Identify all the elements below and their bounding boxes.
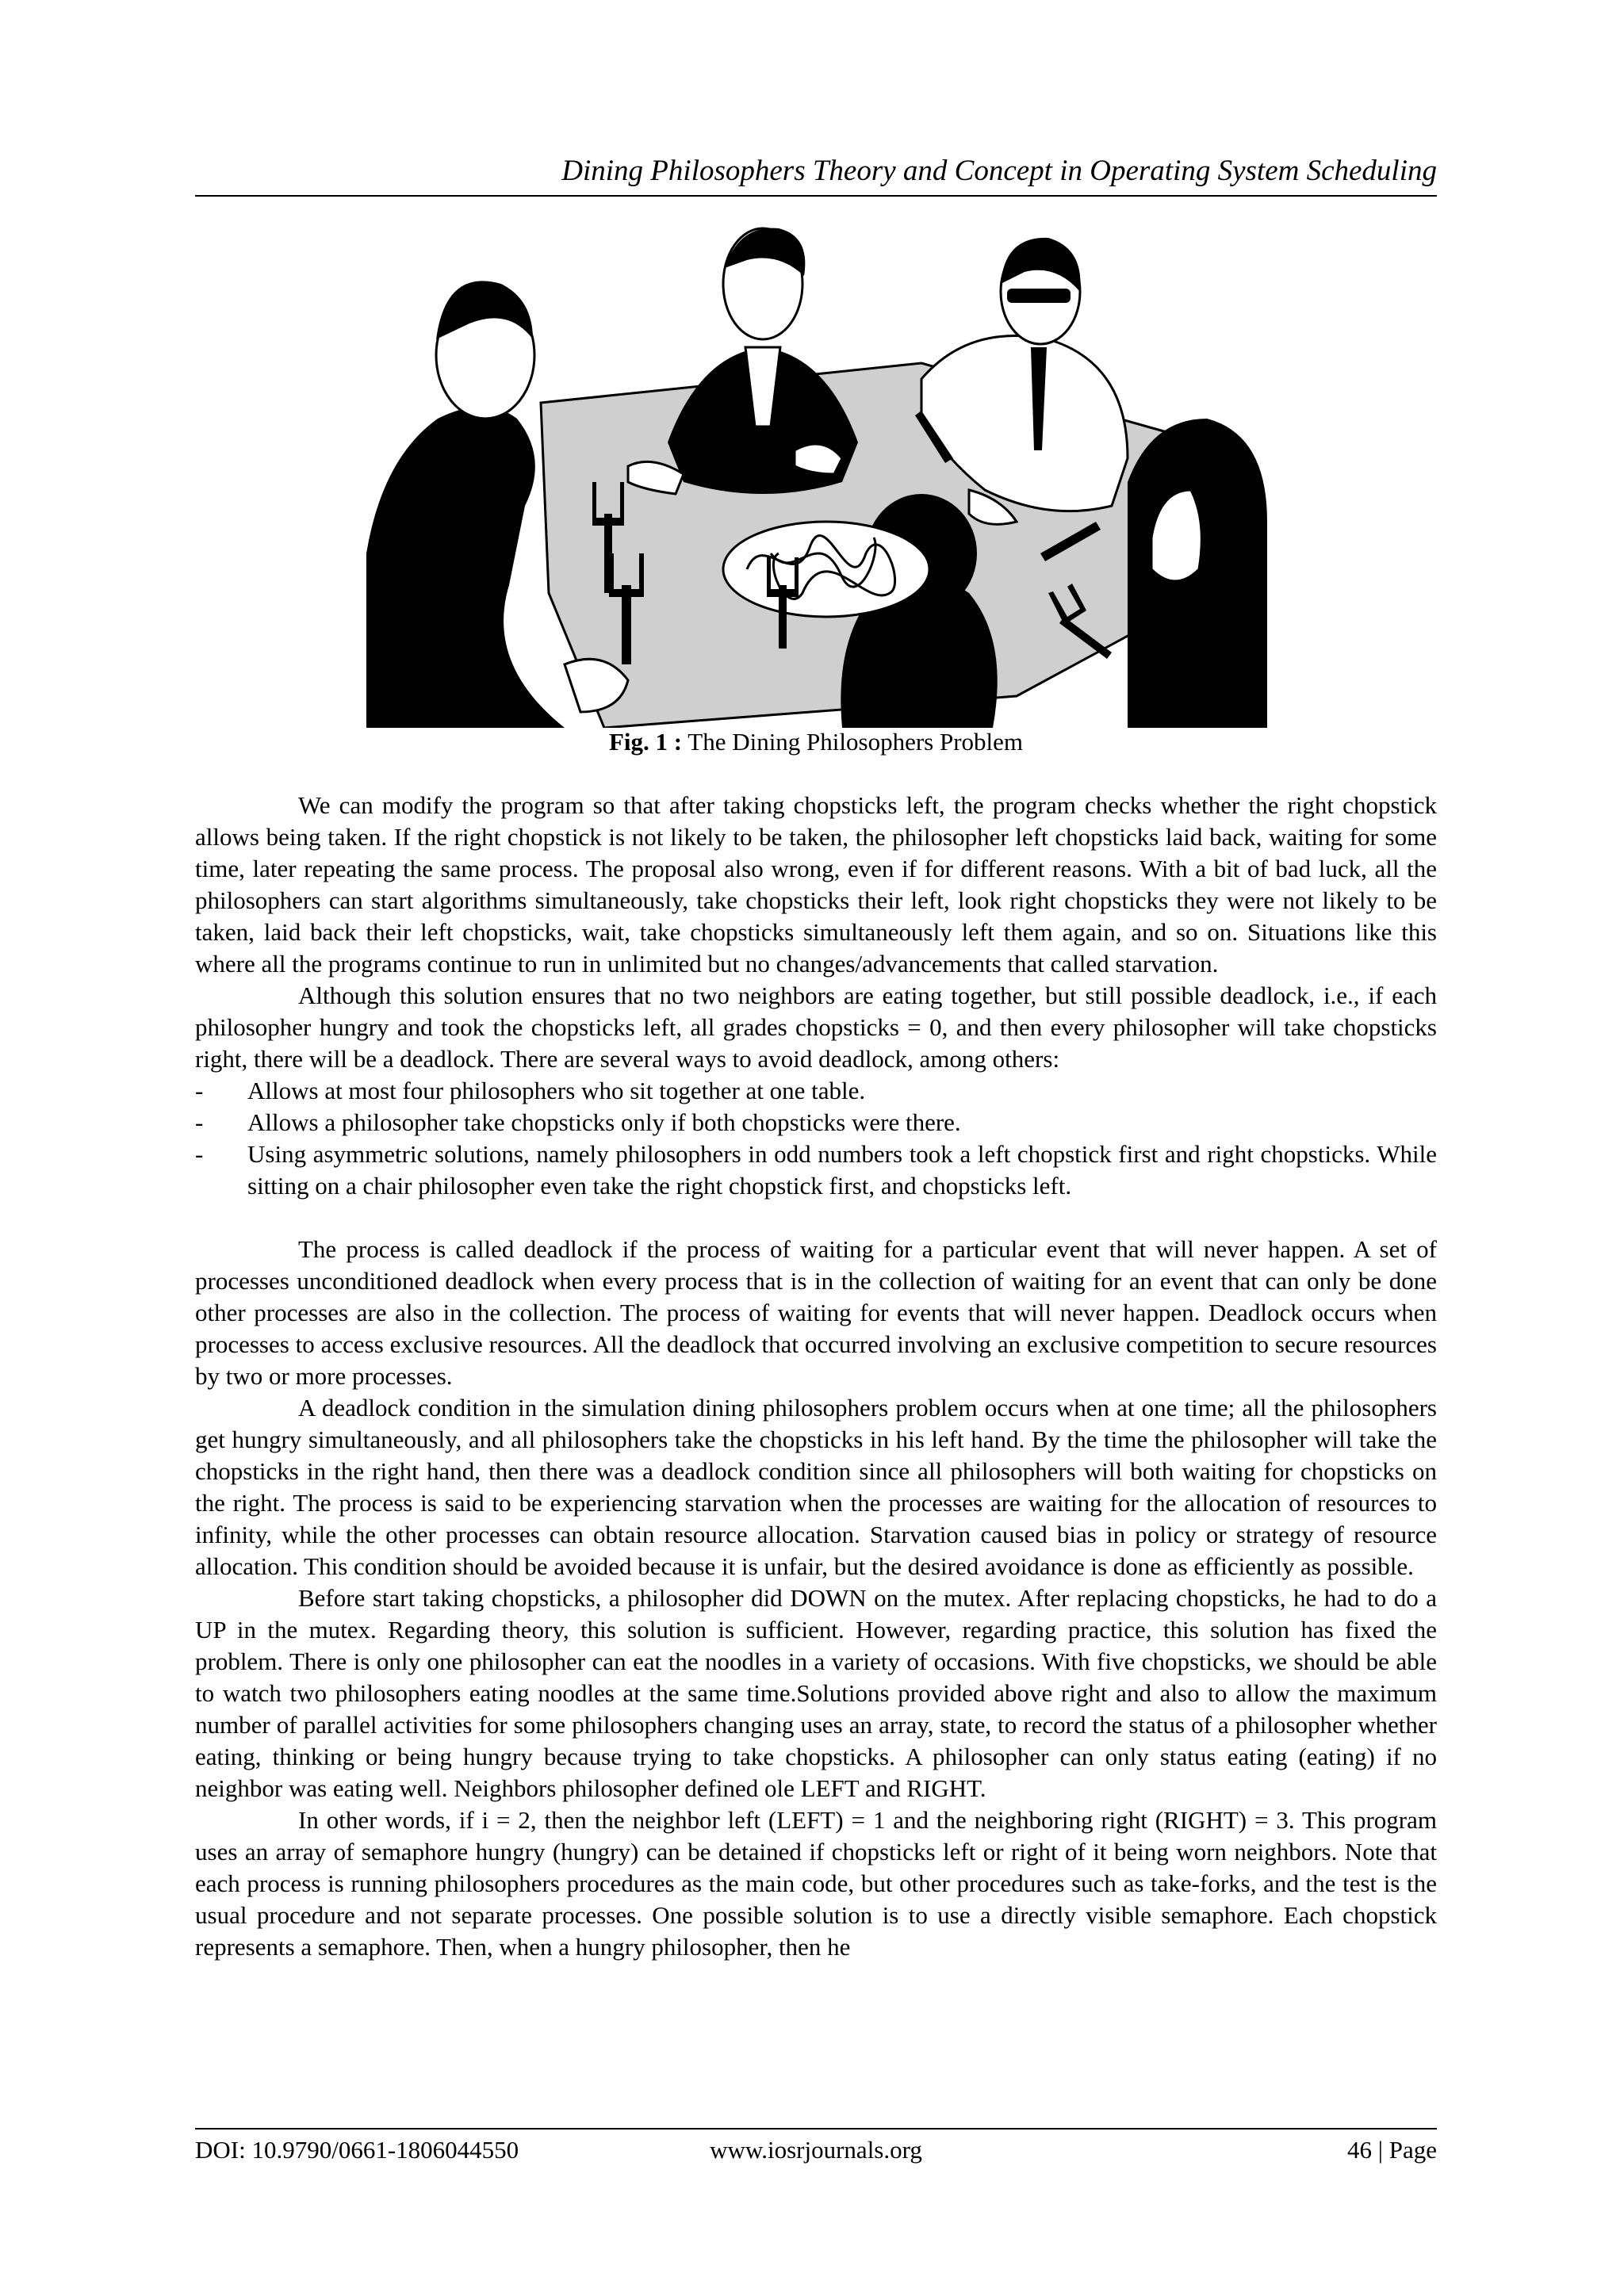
list-item-text: Using asymmetric solutions, namely philosophers in odd numbers took a left chopstick first and right chopsticks. While sitting on a chair philosopher even take the right chopstick first, and chopsticks left.: [247, 1140, 1437, 1200]
caption-text: The Dining Philosophers Problem: [682, 728, 1024, 756]
caption-label: Fig. 1 :: [608, 728, 683, 756]
footer-page-number: 46 | Page: [1347, 2136, 1437, 2164]
list-item: [195, 1138, 1437, 1202]
list-item-text: Allows a philosopher take chopsticks only if both chopsticks were there.: [247, 1108, 961, 1136]
footer-doi: DOI: 10.9790/0661-1806044550: [195, 2136, 519, 2164]
dining-philosophers-illustration: [366, 220, 1267, 728]
bullet-dash: -: [195, 1077, 204, 1104]
philosopher-left: [366, 407, 565, 728]
paragraph-4: A deadlock condition in the simulation dining philosophers problem occurs when at one time; all the philosophers get hungry simultaneously, and all philosophers take the chopsticks in his left hand. By the time the philosopher will take the chopsticks in the right hand, then there was a deadlock condition since all philosophers will both waiting for chopsticks on the right. The process is said to be experiencing starvation when the processes are waiting for the allocation of resources to infinity, while the other processes can obtain resource allocation. Starvation caused bias in policy or strategy of resource allocation. This condition should be avoided because it is unfair, but the desired avoidance is done as efficiently as possible.: [195, 1394, 1437, 1580]
list-item: [195, 1075, 1437, 1107]
philosopher-woman: [1128, 419, 1267, 728]
figure-caption: [195, 725, 1437, 760]
body-text: [195, 790, 1437, 1963]
paragraph-6: In other words, if i = 2, then the neighbor left (LEFT) = 1 and the neighboring right (RIGHT) = 3. This program uses an array of semaphore hungry (hungry) can be detained if chopsticks left or right of it being worn neighbors. Note that each process is running philosophers procedures as the main code, but other procedures such as take-forks, and the test is the usual procedure and not separate processes. One possible solution is to use a directly visible semaphore. Each chopstick represents a semaphore. Then, when a hungry philosopher, then he: [195, 1806, 1437, 1961]
paragraph-3: The process is called deadlock if the process of waiting for a particular event that will never happen. A set of processes unconditioned deadlock when every process that is in the collection of waiting for an event that can only be done other processes are also in the collection. The process of waiting for events that will never happen. Deadlock occurs when processes to access exclusive resources. All the deadlock that occurred involving an exclusive competition to secure resources by two or more processes.: [195, 1235, 1437, 1390]
footer-rule: [195, 2128, 1437, 2130]
paragraph-5: Before start taking chopsticks, a philosopher did DOWN on the mutex. After replacing chopsticks, he had to do a UP in the mutex. Regarding theory, this solution is sufficient. However, regarding practice, this solution has fixed the problem. There is only one philosopher can eat the noodles in a variety of occasions. With five chopsticks, we should be able to watch two philosophers eating noodles at the same time.Solutions provided above right and also to allow the maximum number of parallel activities for some philosophers changing uses an array, state, to record the status of a philosopher whether eating, thinking or being hungry because trying to take chopsticks. A philosopher can only status eating (eating) if no neighbor was eating well. Neighbors philosopher defined ole LEFT and RIGHT.: [195, 1584, 1437, 1802]
deadlock-avoidance-list: [195, 1075, 1437, 1202]
paragraph-1: We can modify the program so that after taking chopsticks left, the program checks whether the right chopstick allows being taken. If the right chopstick is not likely to be taken, the philosopher left chopsticks laid back, waiting for some time, later repeating the same process. The proposal also wrong, even if for different reasons. With a bit of bad luck, all the philosophers can start algorithms simultaneously, take chopsticks their left, look right chopsticks they were not likely to be taken, laid back their left chopsticks, wait, take chopsticks simultaneously left them again, and so on. Situations like this where all the programs continue to run in unlimited but no changes/advancements that called starvation.: [195, 791, 1437, 978]
spacer: [195, 1202, 1437, 1234]
header-rule: [195, 195, 1437, 197]
page-footer: [195, 2133, 1437, 2168]
bullet-dash: -: [195, 1108, 204, 1136]
footer-website[interactable]: www.iosrjournals.org: [710, 2136, 922, 2164]
running-header: Dining Philosophers Theory and Concept in Operating System Scheduling: [561, 155, 1437, 187]
bullet-dash: -: [195, 1140, 204, 1168]
paragraph-2: Although this solution ensures that no two neighbors are eating together, but still possible deadlock, i.e., if each philosopher hungry and took the chopsticks left, all grades chopsticks = 0, and then every philosopher will take chopsticks right, there will be a deadlock. There are several ways to avoid deadlock, among others:: [195, 982, 1437, 1073]
figure-dining-philosophers: [366, 220, 1267, 728]
list-item-text: Allows at most four philosophers who sit together at one table.: [247, 1077, 866, 1104]
list-item: [195, 1107, 1437, 1138]
